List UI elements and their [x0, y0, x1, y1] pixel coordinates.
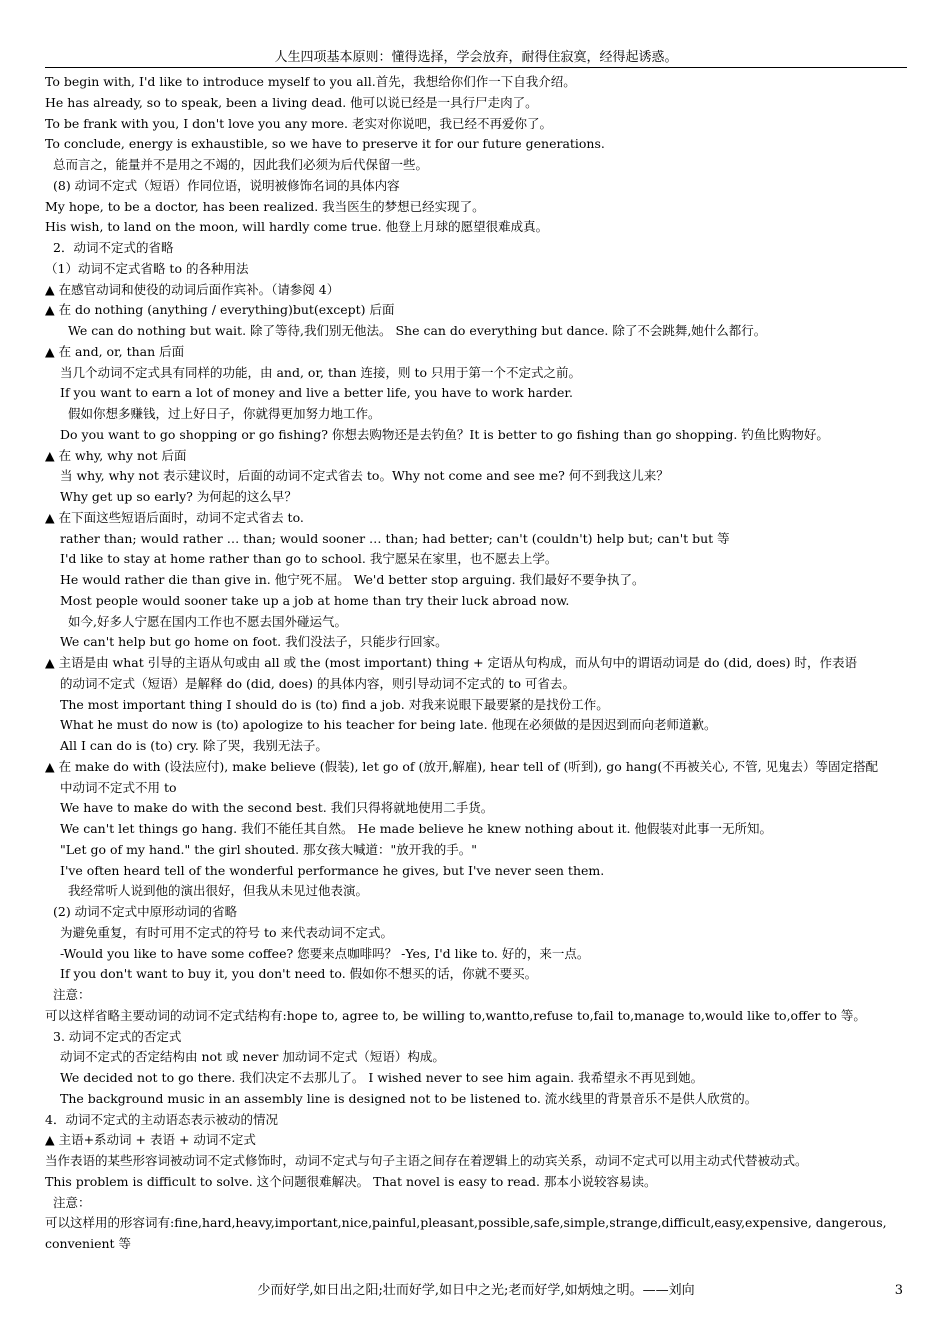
text-line: To conclude, energy is exhaustible, so we have to preserve it for our future generations. [45, 136, 605, 152]
text-line: 动词不定式的否定结构由 not 或 never 加动词不定式（短语）构成。 [60, 1049, 445, 1065]
text-line: To be frank with you, I don't love you any more. 老实对你说吧，我已经不再爱你了。 [45, 115, 552, 131]
text-line: convenient 等 [45, 1236, 132, 1251]
text-line: If you want to earn a lot of money and live a better life, you have to work harder. [60, 385, 574, 401]
text-line: 假如你想多赚钱，过上好日子，你就得更加努力地工作。 [68, 406, 381, 421]
text-line: ▲ 在 why, why not 后面 [45, 447, 187, 463]
text-line: 可以这样省略主要动词的动词不定式结构有:hope to, agree to, be willing to,wantto,refuse to,fail to,manage to,would like to,offer to 等。 [45, 1007, 866, 1023]
text-line: What he must do now is (to) apologize to his teacher for being late. 他现在必须做的是因迟到而向老师道歉。 [60, 717, 717, 733]
text-line: 注意： [53, 1194, 91, 1210]
footer-quote: 少而好学,如日出之阳;壮而好学,如日中之光;老而好学,如炳烛之明。——刘向 [257, 1283, 695, 1298]
text-line: Most people would sooner take up a job at home than try their luck abroad now. [60, 592, 570, 608]
page-header-motto: 人生四项基本原则：懂得选择，学会放弃，耐得住寂寞，经得起诱惑。 [274, 50, 678, 65]
text-line: 2．动词不定式的省略 [53, 240, 174, 255]
text-line: ▲ 主语是由 what 引导的主语从句或由 all 或 the (most important) thing + 定语从句构成，而从句中的谓语动词是 do (did, does) 时，作表语 [45, 655, 858, 670]
text-line: (2) 动词不定式中原形动词的省略 [53, 904, 238, 919]
text-line: 为避免重复，有时可用不定式的符号 to 来代表动词不定式。 [60, 924, 393, 940]
text-line: This problem is difficult to solve. 这个问题很难解决。 That novel is easy to read. 那本小说较容易读。 [45, 1173, 657, 1189]
text-line: ▲ 在 do nothing (anything / everything)but(except) 后面 [45, 302, 395, 318]
header-divider [45, 67, 907, 68]
text-line: The most important thing I should do is (to) find a job. 对我来说眼下最要紧的是找份工作。 [60, 696, 609, 712]
text-line: 注意： [53, 987, 91, 1002]
text-line: ▲ 在感官动词和使役的动词后面作宾补。（请参阅 4） [45, 281, 340, 297]
text-line: 总而言之，能量并不是用之不竭的，因此我们必须为后代保留一些。 [53, 157, 429, 172]
text-line: 当 why, why not 表示建议时，后面的动词不定式省去 to。Why not come and see me? 何不到我这儿来？ [60, 468, 669, 484]
text-line: 中动词不定式不用 to [60, 779, 177, 795]
text-line: If you don't want to buy it, you don't need to. 假如你不想买的话，你就不要买。 [60, 966, 538, 982]
text-line: To begin with, I'd like to introduce myself to you all.首先，我想给你们作一下自我介绍。 [45, 74, 576, 89]
text-line: 可以这样用的形容词有:fine,hard,heavy,important,nice,painful,pleasant,possible,safe,simple,strange,difficult,easy,expensive, dangerous, [45, 1215, 887, 1231]
text-line: ▲ 在 and, or, than 后面 [45, 343, 185, 359]
text-line: "Let go of my hand." the girl shouted. 那女孩大喊道："放开我的手。" [60, 841, 478, 857]
text-line: I'd like to stay at home rather than go to school. 我宁愿呆在家里，也不愿去上学。 [60, 551, 558, 567]
text-line: ▲ 在 make do with (设法应付), make believe (假装), let go of (放开,解雇), hear tell of (听到), go hang(不再被关心, 不管, 见鬼去）等固定搭配 [45, 758, 879, 774]
text-line: 4．动词不定式的主动语态表示被动的情况 [45, 1111, 278, 1127]
text-line: We can't help but go home on foot. 我们没法子，只能步行回家。 [60, 634, 448, 650]
text-line: All I can do is (to) cry. 除了哭，我别无法子。 [60, 738, 328, 753]
text-line: We decided not to go there. 我们决定不去那儿了。 I wished never to see him again. 我希望永不再见到她。 [60, 1070, 704, 1085]
text-line: (8) 动词不定式（短语）作同位语，说明被修饰名词的具体内容 [53, 177, 400, 193]
text-line: 我经常听人说到他的演出很好，但我从未见过他表演。 [68, 883, 369, 899]
text-line: He would rather die than give in. 他宁死不屈。 We'd better stop arguing. 我们最好不要争执了。 [60, 572, 645, 587]
text-line: （1）动词不定式省略 to 的各种用法 [45, 260, 249, 276]
text-line: -Would you like to have some coffee? 您要来点咖啡吗？ -Yes, I'd like to. 好的，来一点。 [60, 945, 590, 961]
text-line: ▲ 在下面这些短语后面时，动词不定式省去 to. [45, 509, 304, 525]
page-number: 3 [894, 1283, 903, 1298]
text-line: I've often heard tell of the wonderful performance he gives, but I've never seen them. [60, 862, 605, 878]
text-line: We can't let things go hang. 我们不能任其自然。 He made believe he knew nothing about it. 他假装对此事一无所知。 [60, 821, 772, 836]
text-line: rather than; would rather … than; would sooner … than; had better; can't (couldn't) help but; can't but 等 [60, 530, 730, 546]
text-line: Why get up so early? 为何起的这么早？ [60, 489, 297, 504]
text-line: 当作表语的某些形容词被动词不定式修饰时，动词不定式与句子主语之间存在着逻辑上的动宾关系，动词不定式可以用主动式代替被动式。 [45, 1153, 808, 1168]
text-line: 当几个动词不定式具有同样的功能，由 and, or, than 连接，则 to 只用于第一个不定式之前。 [60, 364, 582, 380]
text-line: He has already, so to speak, been a living dead. 他可以说已经是一具行尸走肉了。 [45, 94, 538, 110]
text-line: 的动词不定式（短语）是解释 do (did, does) 的具体内容，则引导动词不定式的 to 可省去。 [60, 675, 575, 691]
text-line: The background music in an assembly line is designed not to be listened to. 流水线里的背景音乐不是供人欣赏的。 [60, 1090, 758, 1106]
text-line: 如今,好多人宁愿在国内工作也不愿去国外碰运气。 [68, 613, 347, 629]
document-body [45, 72, 910, 1255]
text-line: 3. 动词不定式的否定式 [53, 1028, 182, 1044]
text-line: ▲ 主语+系动词 + 表语 + 动词不定式 [45, 1132, 256, 1148]
text-line: We have to make do with the second best. 我们只得将就地使用二手货。 [60, 800, 494, 816]
text-line: We can do nothing but wait. 除了等待,我们别无他法。 She can do everything but dance. 除了不会跳舞,她什么都行。 [68, 323, 767, 338]
text-line: My hope, to be a doctor, has been realized. 我当医生的梦想已经实现了。 [45, 198, 485, 214]
text-line: Do you want to go shopping or go fishing? 你想去购物还是去钓鱼？It is better to go fishing than go shopping. 钓鱼比购物好。 [60, 426, 829, 442]
text-line: His wish, to land on the moon, will hardly come true. 他登上月球的愿望很难成真。 [45, 219, 549, 235]
